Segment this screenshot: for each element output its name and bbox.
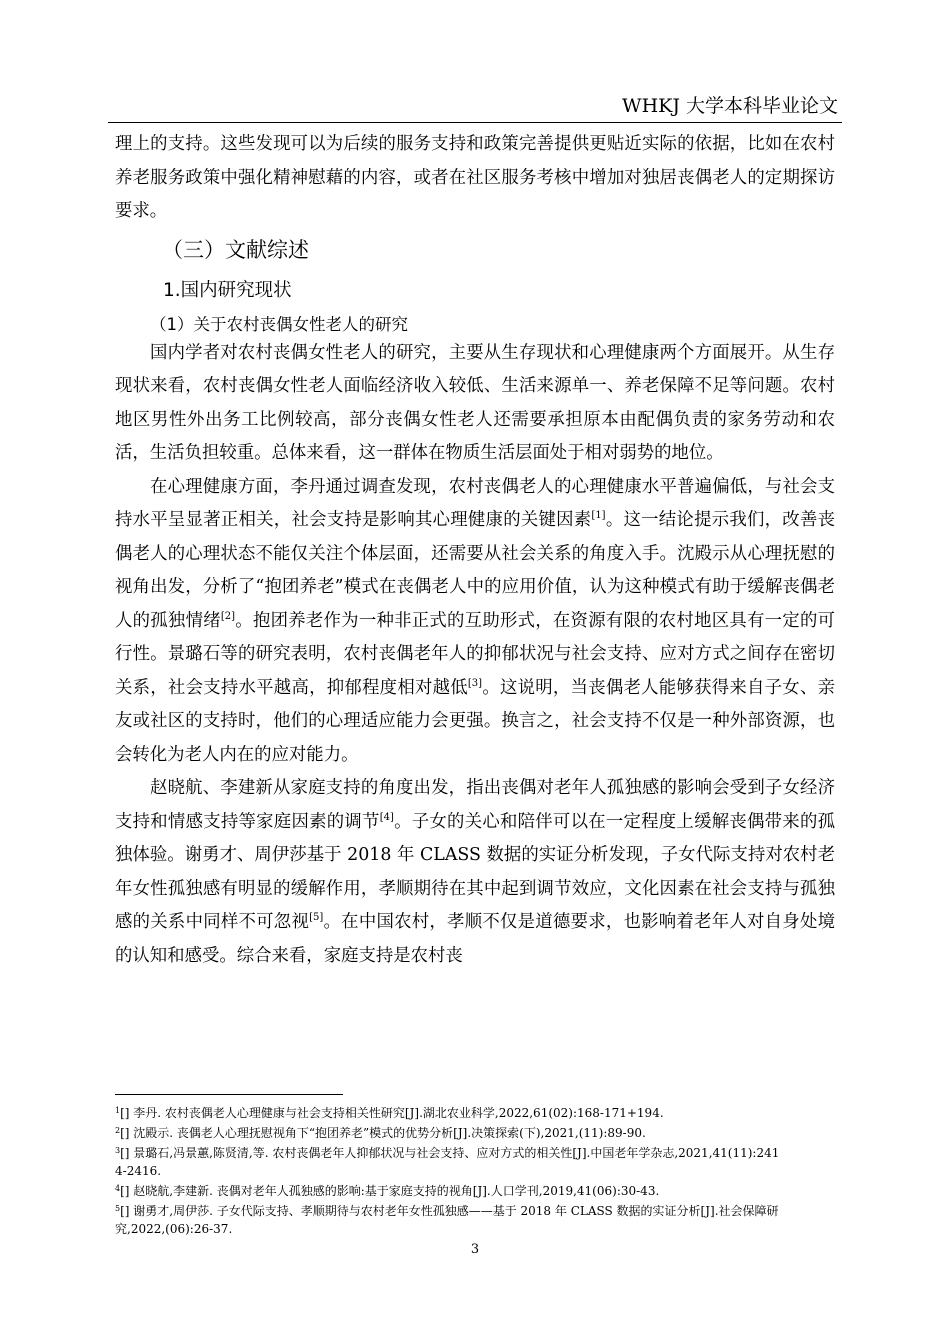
footnote-mark: 3 bbox=[115, 1146, 121, 1155]
citation-ref-5[interactable]: [5] bbox=[309, 912, 324, 923]
footnote-text: [] 谢勇才,周伊莎. 子女代际支持、孝顺期待与农村老年女性孤独感——基于 2018 年 CLASS 数据的实证分析[J].社会保障研究,2022,(06):26-37. bbox=[115, 1204, 779, 1236]
footnote bbox=[115, 1142, 780, 1180]
footnote-text: [] 赵晓航,李建新. 丧偶对老年人孤独感的影响:基于家庭支持的视角[J].人口学刊,2019,41(06):30-43. bbox=[120, 1184, 660, 1198]
footnote bbox=[115, 1102, 780, 1122]
main-content bbox=[115, 128, 835, 973]
footnote-text: [] 景璐石,冯景蕙,陈贤清,等. 农村丧偶老年人抑郁状况与社会支持、应对方式的相关性[J].中国老年学杂志,2021,41(11):2414-2416. bbox=[115, 1146, 780, 1178]
subsubsection-heading: （1）关于农村丧偶女性老人的研究 bbox=[150, 314, 408, 334]
header-rule bbox=[108, 122, 842, 123]
paragraph-continuation: 理上的支持。这些发现可以为后续的服务支持和政策完善提供更贴近实际的依据，比如在农村养老服务政策中强化精神慰藉的内容，或者在社区服务考核中增加对独居丧偶老人的定期探访要求。 bbox=[115, 134, 835, 221]
footnote bbox=[115, 1180, 780, 1200]
text-run: 。这说明，当丧偶老人能够获得来自子女、亲友或社区的支持时，他们的心理适应能力会更强。换言之，社会支持不仅是一种外部资源，也会转化为老人内在的应对能力。 bbox=[115, 677, 835, 765]
running-header: WHKJ 大学本科毕业论文 bbox=[622, 95, 838, 117]
footnote-text: [] 李丹. 农村丧偶老人心理健康与社会支持相关性研究[J].湖北农业科学,2022,61(02):168-171+194. bbox=[120, 1106, 664, 1120]
citation-ref-4[interactable]: [4] bbox=[379, 811, 394, 823]
footnote bbox=[115, 1122, 780, 1142]
footnote bbox=[115, 1200, 780, 1238]
citation-ref-2[interactable]: [2] bbox=[220, 610, 236, 622]
text-run: 赵晓航、李建新从家庭支持的角度出发，指出丧偶对老年人孤独感的影响会受到子女经济支持和情感支持等家庭因素的调节 bbox=[115, 778, 835, 832]
paragraph-family-support bbox=[115, 772, 835, 973]
footnotes bbox=[115, 1102, 780, 1238]
paragraph-mental-health bbox=[115, 471, 835, 773]
text-run: 。在中国农村，孝顺不仅是道德要求，也影响着老年人对自身处境的认知和感受。综合来看，家庭支持是农村丧 bbox=[115, 912, 835, 966]
footnote-mark: 4 bbox=[115, 1184, 121, 1193]
footnote-mark: 1 bbox=[115, 1106, 121, 1115]
section-heading: （三）文献综述 bbox=[162, 237, 309, 262]
text-run: 在心理健康方面，李丹通过调查发现，农村丧偶老人的心理健康水平普遍偏低，与社会支持水平呈显著正相关，社会支持是影响其心理健康的关键因素 bbox=[115, 476, 835, 530]
text-run: 。抱团养老作为一种非正式的互助形式，在资源有限的农村地区具有一定的可行性。景璐石等的研究表明，农村丧偶老年人的抑郁状况与社会支持、应对方式之间存在密切关系，社会支持水平越高，抑郁程度相对越低 bbox=[115, 610, 835, 698]
footnote-separator bbox=[115, 1094, 343, 1095]
text-run: 。这一结论提示我们，改善丧偶老人的心理状态不能仅关注个体层面，还需要从社会关系的角度入手。沈殿示从心理抚慰的视角出发，分析了“抱团养老”模式在丧偶老人中的应用价值，认为这种模式有助于缓解丧偶老人的孤独情绪 bbox=[115, 510, 835, 631]
page-number: 3 bbox=[470, 1242, 480, 1257]
citation-ref-1[interactable]: [1] bbox=[591, 510, 606, 521]
text-run: 。子女的关心和陪伴可以在一定程度上缓解丧偶带来的孤独体验。谢勇才、周伊莎基于 2018 年 CLASS 数据的实证分析发现，子女代际支持对农村老年女性孤独感有明显的缓解作用，孝顺期待在其中起到调节效应，文化因素在社会支持与孤独感的关系中同样不可忽视 bbox=[115, 811, 835, 932]
footnote-mark: 5 bbox=[115, 1204, 121, 1213]
footnote-text: [] 沈殿示. 丧偶老人心理抚慰视角下“抱团养老”模式的优势分析[J].决策探索(下),2021,(11):89-90. bbox=[120, 1126, 646, 1140]
citation-ref-3[interactable]: [3] bbox=[467, 677, 483, 689]
paragraph-survival: 国内学者对农村丧偶女性老人的研究，主要从生存现状和心理健康两个方面展开。从生存现状来看，农村丧偶女性老人面临经济收入较低、生活来源单一、养老保障不足等问题。农村地区男性外出务工比例较高，部分丧偶女性老人还需要承担原本由配偶负责的家务劳动和农活，生活负担较重。总体来看，这一群体在物质生活层面处于相对弱势的地位。 bbox=[115, 342, 835, 463]
subsection-heading: 1.国内研究现状 bbox=[163, 279, 292, 301]
footnote-mark: 2 bbox=[115, 1126, 121, 1135]
